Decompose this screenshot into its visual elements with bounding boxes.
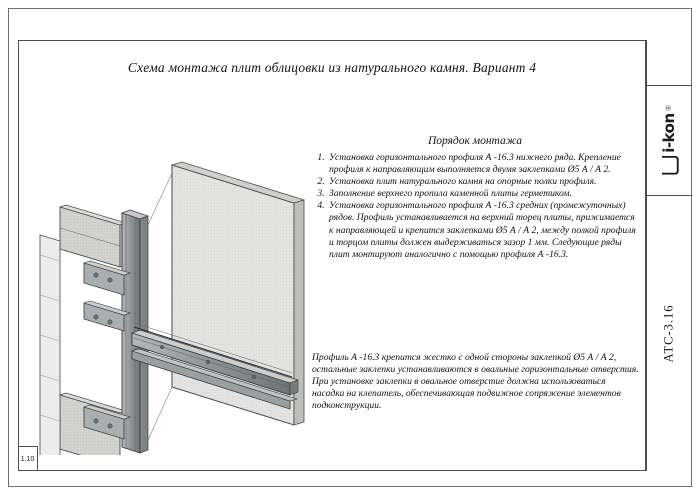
note-paragraph: При установке заклепки в овальное отверстие должна использоваться насадка на клепатель, обеспечивающая подвижное сопряжение элементов подконструкции. xyxy=(312,376,621,412)
stone-panel-upper-left xyxy=(60,205,126,267)
list-item: 4. Установка горизонтального профиля А -16.3 средних (промежуточных) рядов. Профиль устанавливается на верхний торец плиты, прижимается к направляющей и крепится заклепками Ø5 А / А 2, между полкой профиля и торцом плиты должен выдерживаться зазор 1 мм. Следующие ряды плит монтируют аналогично с помощью профиля А -16.3. xyxy=(327,200,640,260)
list-item: 2. Установка плит натурального камня на опорные полки профиля. xyxy=(327,176,640,188)
procedure-notes xyxy=(312,352,640,412)
sheet-code-label: АТС-3.16 xyxy=(661,304,676,362)
procedure-heading: Порядок монтажа xyxy=(427,135,523,147)
registered-trademark-icon: ® xyxy=(665,105,673,111)
u-bracket-icon xyxy=(662,156,679,175)
list-item: 3. Заполнение верхнего пропила каменной плиты герметиком. xyxy=(327,188,640,200)
assembly-drawing xyxy=(22,95,312,455)
sheet-code xyxy=(646,195,692,471)
page-title: Схема монтажа плит облицовки из натурального камня. Вариант 4 xyxy=(127,60,537,75)
list-item: 1. Установка горизонтального профиля А -16.3 нижнего ряда. Крепление профиля к направляющим выполняется двумя заклепками Ø5 А / А 2. xyxy=(327,152,640,176)
wall-section xyxy=(40,235,60,455)
logo-text: i-kon xyxy=(660,113,679,153)
company-logo xyxy=(646,85,692,195)
note-paragraph: Профиль А -16.3 крепится жестко с одной стороны заклепкой Ø5 А / А 2, остальные заклепки устанавливаются в овальные горизонтальные отверстия. xyxy=(312,352,639,376)
page-number-label: 1.10 xyxy=(20,455,35,463)
procedure-list xyxy=(312,152,640,261)
